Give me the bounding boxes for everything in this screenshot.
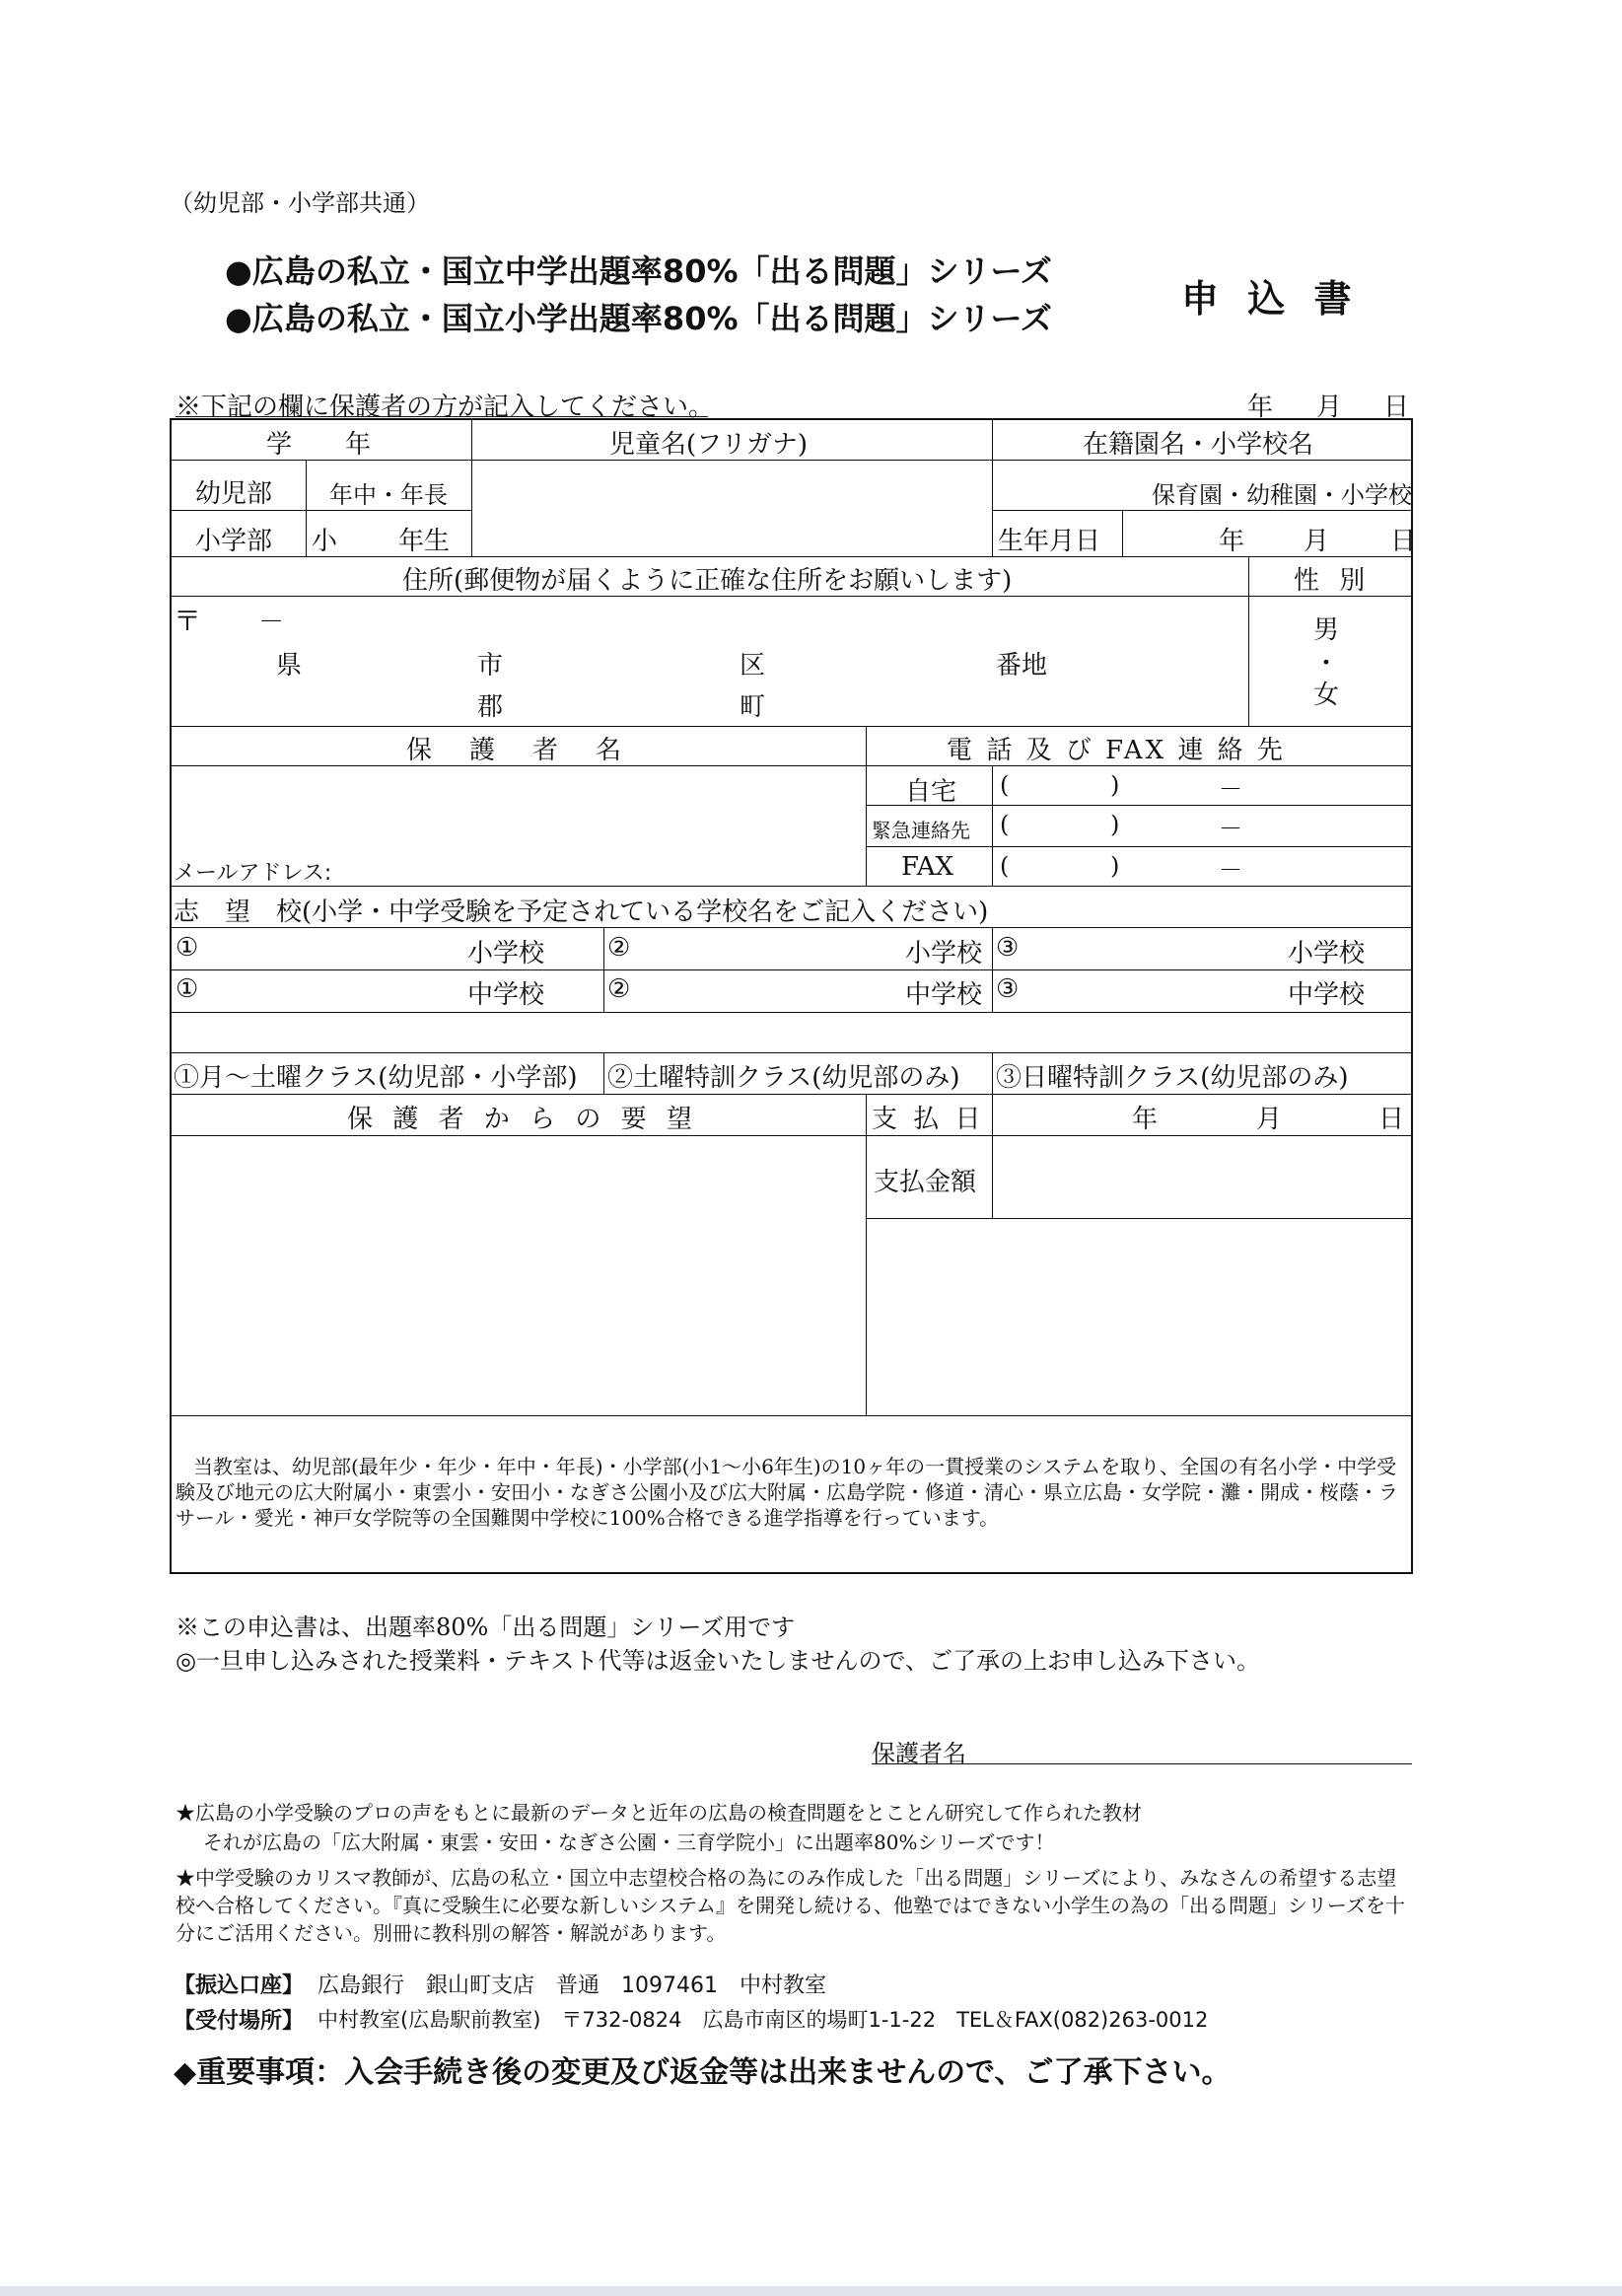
emergency-dash: － [1219,815,1242,842]
fax-dash: － [1219,856,1242,884]
series-line-2: ●広島の私立・国立小学出題率80%「出る問題」シリーズ [225,300,1052,337]
address-header: 住所(郵便物が届くように正確な住所をお願いします) [402,566,1013,596]
class-option-1: ①月～土曜クラス(幼児部・小学部) [174,1063,578,1093]
choice-elem-1-num: ① [176,933,199,963]
signature-label: 保護者名 [872,1740,966,1767]
banchi-label: 番地 [996,651,1048,681]
choice-jhs-3-label: 中学校 [1288,980,1366,1010]
gender-male: 男 [1313,615,1340,645]
header-date-year: 年 [1247,393,1274,422]
form-title: 申 込 書 [1181,277,1360,321]
child-name-header: 児童名(フリガナ) [609,430,808,460]
postal-mark: 〒 [174,605,202,637]
payment-month: 月 [1256,1105,1283,1134]
grade-header: 学 年 [266,430,386,460]
note-series-use: ※この申込書は、出題率80%「出る問題」シリーズ用です [176,1614,796,1641]
guardian-header: 保 護 者 名 [406,736,628,765]
choice-elem-1-label: 小学校 [467,939,545,969]
choice-elem-2-label: 小学校 [905,939,983,969]
home-paren-close: ) [1110,771,1120,799]
class-option-3: ③日曜特訓クラス(幼児部のみ) [996,1063,1349,1093]
birth-day: 日 [1390,527,1417,556]
phone-header: 電 話 及 び FAX 連 絡 先 [947,736,1286,765]
home-label: 自宅 [905,777,957,807]
emergency-label: 緊急連絡先 [872,819,970,842]
note-no-refund: ◎一旦申し込みされた授業料・テキスト代等は返金いたしませんので、ご了承の上お申し込み下さい。 [176,1647,1260,1675]
prefecture-label: 県 [276,651,303,681]
birth-year: 年 [1219,527,1245,556]
fax-label: FAX [901,852,954,882]
school-intro-text: 当教室は、幼児部(最年少・年少・年中・年長)・小学部(小1～小6年生)の10ヶ年の一貫授業のシステムを取り、全国の有名小学・中学受験及び地元の広大附属小・東雲小・安田小・なぎさ公園小及び広大附属・広島学院・修道・清心・県立広島・女学院・灘・開成・桜蔭・ラサール・愛光・神戸女学院等の全国難関中学校に100%合格できる進学指導を行っています。 [176,1455,1398,1530]
header-date-month: 月 [1316,393,1343,422]
bank-info: 広島銀行 銀山町支店 普通 1097461 中村教室 [317,1973,826,1998]
promo-line-1: ★広島の小学受験のプロの声をもとに最新のデータと近年の広島の検査問題をとことん研究して作られた教材 [176,1801,1142,1825]
instruction-text: ※下記の欄に保護者の方が記入してください。 [176,393,715,422]
payment-day: 日 [1378,1105,1405,1134]
choice-elem-3-num: ③ [996,933,1020,963]
important-notice: ◆重要事項：入会手続き後の変更及び返金等は出来ませんので、ご了承下さい。 [174,2055,1232,2090]
choice-jhs-1-num: ① [176,974,199,1004]
payment-date-label: 支 払 日 [872,1105,985,1134]
home-paren-open: ( [1000,771,1010,799]
home-dash: － [1219,775,1242,803]
subtitle: （幼児部・小学部共通） [170,189,430,217]
elem-grade-prefix: 小 [312,527,338,556]
header-date-day: 日 [1383,393,1410,422]
kinder-school-types: 保育園・幼稚園・小学校 [1152,481,1412,509]
email-label: メールアドレス: [174,861,332,886]
choice-jhs-1-label: 中学校 [467,980,545,1010]
choice-elem-2-num: ② [607,933,631,963]
gender-header: 性 別 [1294,566,1372,596]
reception-info: 中村教室(広島駅前教室) 〒732-0824 広島市南区的場町1-1-22 TEL＆FAX(082)263-0012 [317,2008,1209,2032]
choice-jhs-2-num: ② [607,974,631,1004]
school-choice-header: 志 望 校(小学・中学受験を予定されている学校名をご記入ください) [174,897,989,927]
emergency-paren-open: ( [1000,811,1010,838]
emergency-paren-close: ) [1110,811,1120,838]
school-header: 在籍園名・小学校名 [1083,430,1314,460]
fax-paren-close: ) [1110,852,1120,880]
choice-jhs-2-label: 中学校 [905,980,983,1010]
payment-year: 年 [1132,1105,1159,1134]
postal-dash: － [258,608,285,637]
kinder-grades: 年中・年長 [329,481,448,509]
choice-jhs-3-num: ③ [996,974,1020,1004]
town-label: 町 [740,692,766,722]
class-option-2: ②土曜特訓クラス(幼児部のみ) [607,1063,960,1093]
city-label: 市 [477,651,504,681]
gender-female: 女 [1313,681,1340,710]
fax-paren-open: ( [1000,852,1010,880]
birth-month: 月 [1304,527,1330,556]
elem-label: 小学部 [195,527,273,556]
bank-label: 【振込口座】 [174,1973,305,1998]
gender-dot: ・ [1313,649,1340,679]
signature-line[interactable] [872,1763,1412,1764]
kinder-label: 幼児部 [195,479,273,509]
birthdate-label: 生年月日 [998,527,1101,556]
instruction-underline [176,416,708,417]
series-line-1: ●広島の私立・国立中学出題率80%「出る問題」シリーズ [225,252,1052,290]
scan-edge [0,2286,1622,2296]
promo-paragraph-3: ★中学受験のカリスマ教師が、広島の私立・国立中志望校合格の為にのみ作成した「出る問題」シリーズにより、みなさんの希望する志望校へ合格してください。『真に受験生に必要な新しいシステム』を開発し続ける、他塾ではできない小学生の為の「出る問題」シリーズを十分にご活用ください。別冊に教科別の解答・解説があります。 [176,1866,1405,1945]
ward-label: 区 [740,651,766,681]
choice-elem-3-label: 小学校 [1288,939,1366,969]
payment-amount-label: 支払金額 [874,1168,977,1197]
county-label: 郡 [477,692,504,722]
elem-grade-suffix: 年生 [398,527,451,556]
reception-label: 【受付場所】 [174,2009,305,2034]
promo-line-2: それが広島の「広大附属・東雲・安田・なぎさ公園・三育学院小」に出題率80%シリーズです！ [203,1830,1055,1854]
requests-header: 保 護 者 か ら の 要 望 [347,1105,698,1134]
